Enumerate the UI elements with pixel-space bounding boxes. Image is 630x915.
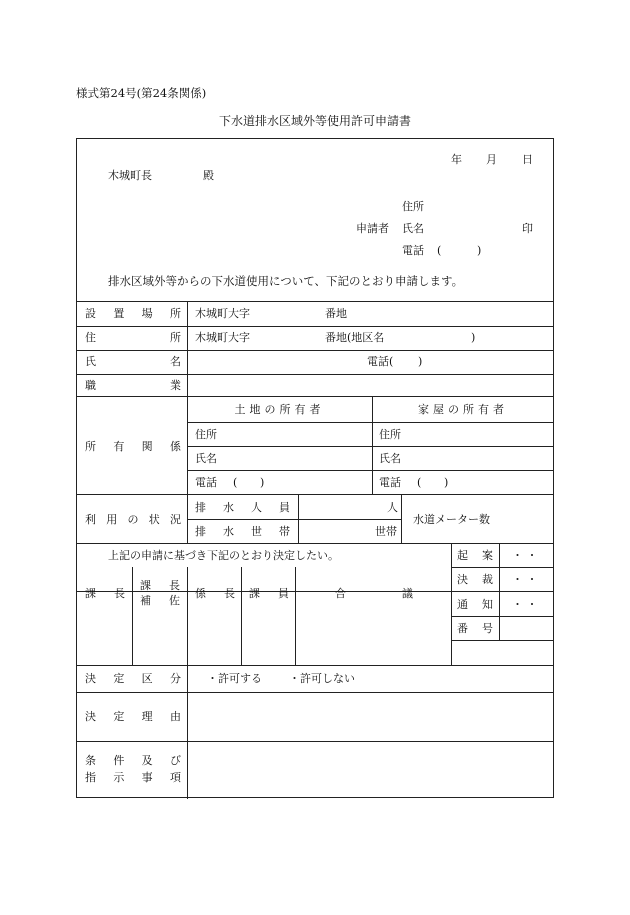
name-phone-close: ) xyxy=(418,355,423,368)
land-owner-phone-open: ( xyxy=(233,476,238,489)
decision-category-label: 決 定 区 分 xyxy=(85,672,181,685)
divider xyxy=(451,640,553,641)
section-chief-label: 係 長 xyxy=(195,587,235,600)
applicant-phone-close: ) xyxy=(477,244,482,257)
house-owner-phone: 電話 xyxy=(379,476,401,489)
applicant-label: 申請者 xyxy=(356,222,389,235)
name-phone: 電話( xyxy=(367,355,394,368)
divider xyxy=(132,567,133,665)
land-owner-address: 住所 xyxy=(195,428,217,441)
address-label: 住 所 xyxy=(85,331,181,344)
install-location-prefix: 木城町大字 xyxy=(195,307,250,320)
divider xyxy=(451,543,452,665)
drain-households-label: 排 水 世 帯 xyxy=(195,525,290,538)
name-label: 氏 名 xyxy=(85,355,181,368)
decision-statement: 上記の申請に基づき下記のとおり決定したい。 xyxy=(108,549,339,562)
decision-reason-label: 決 定 理 由 xyxy=(85,710,181,723)
number-label: 番 号 xyxy=(457,622,493,635)
house-owner-address: 住所 xyxy=(379,428,401,441)
persons-unit: 人 xyxy=(387,501,398,514)
divider xyxy=(77,543,553,544)
divider xyxy=(77,741,553,742)
divider xyxy=(187,301,188,543)
divider xyxy=(187,470,553,471)
land-owner-header: 土地の所有者 xyxy=(234,403,325,416)
deny-option[interactable]: ・許可しない xyxy=(289,672,355,685)
notice-label: 通 知 xyxy=(457,598,493,611)
date-month: 月 xyxy=(486,153,497,166)
usage-label: 利 用 の 状 況 xyxy=(85,513,181,526)
land-owner-phone-close: ) xyxy=(260,476,265,489)
deputy-label-line1: 課 長 xyxy=(140,579,180,592)
staff-label: 課 員 xyxy=(249,587,289,600)
divider xyxy=(77,692,553,693)
address-close: ) xyxy=(471,331,476,344)
divider xyxy=(187,446,553,447)
house-owner-phone-close: ) xyxy=(444,476,449,489)
chief-label: 課 長 xyxy=(85,587,125,600)
approval-date-dots: ・ ・ xyxy=(512,573,538,586)
permit-option[interactable]: ・許可する xyxy=(207,672,262,685)
applicant-address-label: 住所 xyxy=(402,200,424,213)
install-location-label: 設 置 場 所 xyxy=(85,307,181,320)
applicant-phone-label: 電話 xyxy=(402,244,424,257)
divider xyxy=(451,567,553,568)
application-form xyxy=(76,138,554,798)
divider xyxy=(77,350,553,351)
divider xyxy=(401,494,402,543)
divider xyxy=(187,422,553,423)
approval-label: 決 裁 xyxy=(457,573,493,586)
addressee: 木城町長 xyxy=(108,169,152,182)
applicant-phone-open: ( xyxy=(437,244,442,257)
address-banchi: 番地(地区名 xyxy=(325,331,385,344)
date-year: 年 xyxy=(451,153,462,166)
divider xyxy=(77,494,553,495)
conditions-label-line1: 条 件 及 び xyxy=(85,754,181,767)
divider xyxy=(241,567,242,665)
divider xyxy=(187,665,188,799)
households-unit: 世帯 xyxy=(375,525,397,538)
divider xyxy=(295,567,296,665)
date-day: 日 xyxy=(522,153,533,166)
occupation-label: 職 業 xyxy=(85,379,181,392)
divider xyxy=(187,567,188,665)
applicant-name-label: 氏名 xyxy=(402,222,424,235)
land-owner-phone: 電話 xyxy=(195,476,217,489)
ownership-label: 所 有 関 係 xyxy=(85,440,181,453)
application-statement: 排水区域外等からの下水道使用について、下記のとおり申請します。 xyxy=(108,274,464,288)
address-prefix: 木城町大字 xyxy=(195,331,250,344)
meter-count-label: 水道メーター数 xyxy=(413,513,490,526)
conditions-label-line2: 指 示 事 項 xyxy=(85,771,181,784)
divider xyxy=(187,519,401,520)
form-title: 下水道排水区域外等使用許可申請書 xyxy=(218,114,411,128)
house-owner-name: 氏名 xyxy=(379,452,401,465)
house-owner-phone-open: ( xyxy=(417,476,422,489)
draft-date-dots: ・ ・ xyxy=(512,549,538,562)
divider xyxy=(77,665,553,666)
drain-persons-label: 排 水 人 員 xyxy=(195,501,290,514)
divider xyxy=(298,494,299,543)
council-label: 合 議 xyxy=(335,587,413,600)
divider xyxy=(77,301,553,302)
draft-label: 起 案 xyxy=(457,549,493,562)
deputy-label-line2: 補 佐 xyxy=(140,594,180,607)
divider xyxy=(451,616,553,617)
divider xyxy=(77,326,553,327)
divider xyxy=(77,396,553,397)
house-owner-header: 家屋の所有者 xyxy=(418,403,508,416)
divider xyxy=(77,374,553,375)
honorific: 殿 xyxy=(203,169,214,182)
land-owner-name: 氏名 xyxy=(195,452,217,465)
seal-mark: 印 xyxy=(522,222,533,235)
form-number: 様式第24号(第24条関係) xyxy=(76,86,207,100)
notice-date-dots: ・ ・ xyxy=(512,598,538,611)
install-location-banchi: 番地 xyxy=(325,307,347,320)
divider xyxy=(499,543,500,641)
divider xyxy=(451,591,553,592)
